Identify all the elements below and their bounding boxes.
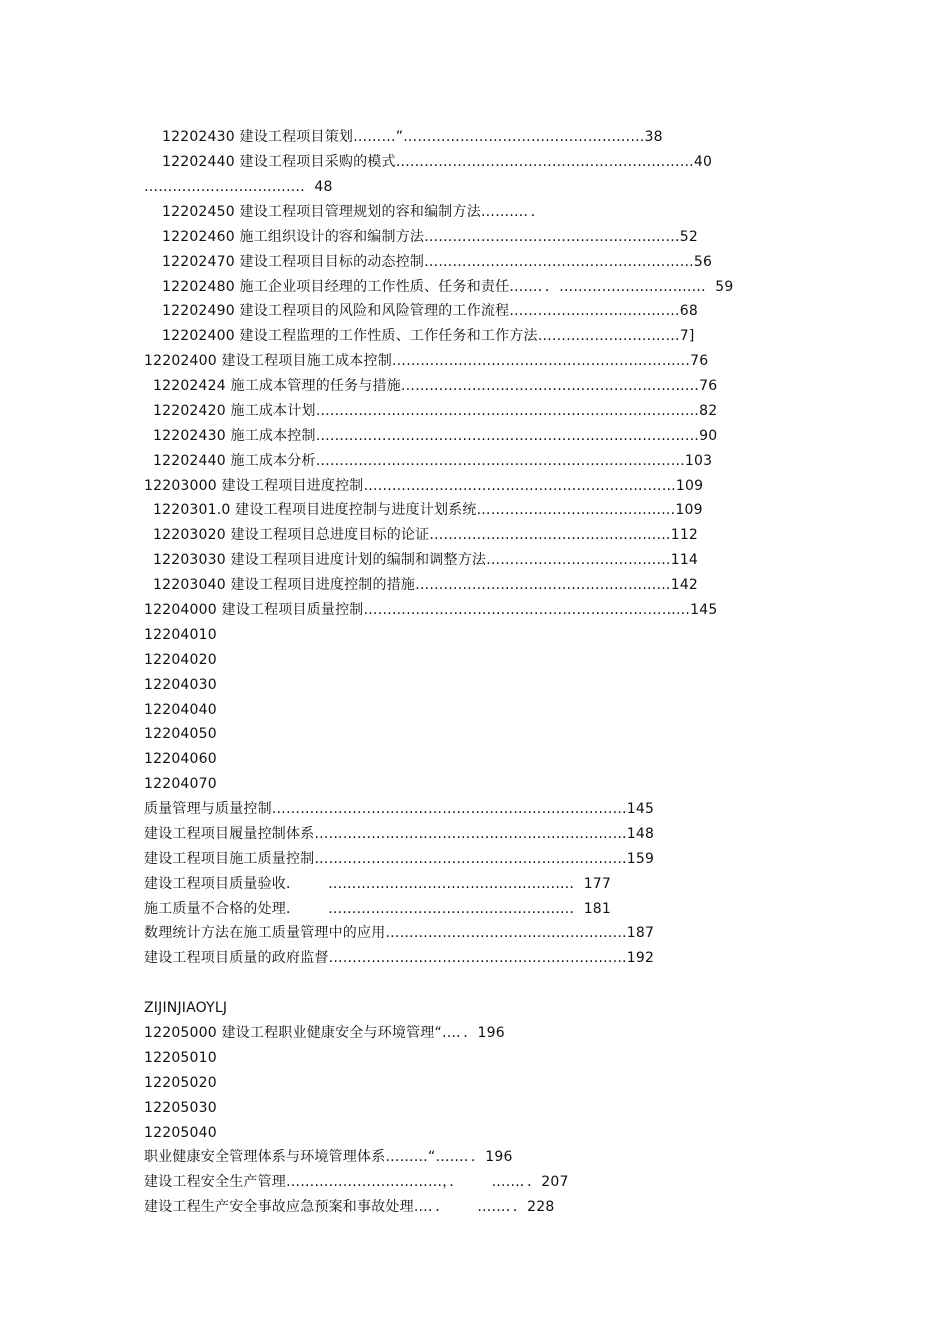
toc-entry: 12204010: [144, 627, 217, 643]
toc-entry: 12202490 建设工程项目的风险和风险管理的工作流程………………………………68: [162, 303, 698, 319]
toc-entry: 建设工程项目施工质量控制…………………………………………………………159: [144, 851, 655, 867]
toc-entry: 12202460 施工组织设计的容和编制方法………………………………………………52: [162, 229, 698, 245]
toc-entry: 建设工程项目质量验收． ……………………………………………．177: [144, 876, 612, 892]
toc-entry: 12202450 建设工程项目管理规划的容和编制方法………．．: [162, 204, 545, 220]
toc-entry: 12203040 建设工程项目进度控制的措施………………………………………………142: [153, 577, 699, 593]
toc-entry: ZIJINJIAOYLJ: [144, 1000, 228, 1016]
toc-entry: 12203030 建设工程项目进度计划的编制和调整方法…………………………………114: [153, 552, 699, 568]
toc-entry: 12202400 建设工程项目施工成本控制………………………………………………………76: [144, 353, 709, 369]
toc-entry: 12203000 建设工程项目进度控制…………………………………………………………109: [144, 478, 704, 494]
toc-entry: 12202470 建设工程项目目标的动态控制…………………………………………………56: [162, 254, 713, 270]
toc-entry: 12202400 建设工程监理的工作性质、工作任务和工作方法…………………………7]: [162, 328, 695, 344]
toc-entry: 12204070: [144, 776, 217, 792]
toc-entry: 12204020: [144, 652, 217, 668]
toc-entry: 12202440 施工成本分析……………………………………………………………………103: [153, 453, 713, 469]
toc-entry: 施工质量不合格的处理． ……………………………………………．181: [144, 901, 612, 917]
toc-entry: 12204000 建设工程项目质量控制……………………………………………………………145: [144, 602, 718, 618]
toc-entry: 12204050: [144, 726, 217, 742]
toc-entry: 12205000 建设工程职业健康安全与环境管理“…．．196: [144, 1025, 505, 1041]
toc-entry: 12205030: [144, 1100, 217, 1116]
toc-entry: 建设工程安全生产管理……………………………，． ……．．207: [144, 1174, 569, 1190]
toc-entry: 1220301.0 建设工程项目进度控制与进度计划系统……………………………………109: [153, 502, 703, 518]
toc-entry: 12202440 建设工程项目采购的模式………………………………………………………40: [162, 154, 713, 170]
toc-entry: 12202420 施工成本计划………………………………………………………………………82: [153, 403, 718, 419]
toc-entry: 12204060: [144, 751, 217, 767]
toc-entry: 建设工程项目履量控制体系…………………………………………………………148: [144, 826, 655, 842]
toc-entry: 12202430 施工成本控制………………………………………………………………………90: [153, 428, 718, 444]
toc-entry: 职业健康安全管理体系与环境管理体系………“……．．196: [144, 1149, 513, 1165]
toc-entry: 12205010: [144, 1050, 217, 1066]
toc-entry: 12203020 建设工程项目总进度目标的论证……………………………………………112: [153, 527, 699, 543]
toc-entry: 12202430 建设工程项目策划………”……………………………………………38: [162, 129, 663, 145]
toc-entry: ……………………………．48: [144, 179, 333, 195]
toc-entry: 建设工程生产安全事故应急预案和事故处理…．． ……．．228: [144, 1199, 555, 1215]
toc-entry: 12204040: [144, 702, 217, 718]
toc-entry: 建设工程项目质量的政府监督………………………………………………………192: [144, 950, 655, 966]
toc-entry: 数理统计方法在施工质量管理中的应用……………………………………………187: [144, 925, 655, 941]
toc-entry: 12205020: [144, 1075, 217, 1091]
toc-entry: 12204030: [144, 677, 217, 693]
toc-entry: 12202480 施工企业项目经理的工作性质、任务和责任……．．…………………………．59: [162, 279, 734, 295]
toc-entry: 12202424 施工成本管理的任务与措施………………………………………………………76: [153, 378, 718, 394]
toc-entry: 质量管理与质量控制…………………………………………………………………145: [144, 801, 655, 817]
toc-entry: 12205040: [144, 1125, 217, 1141]
